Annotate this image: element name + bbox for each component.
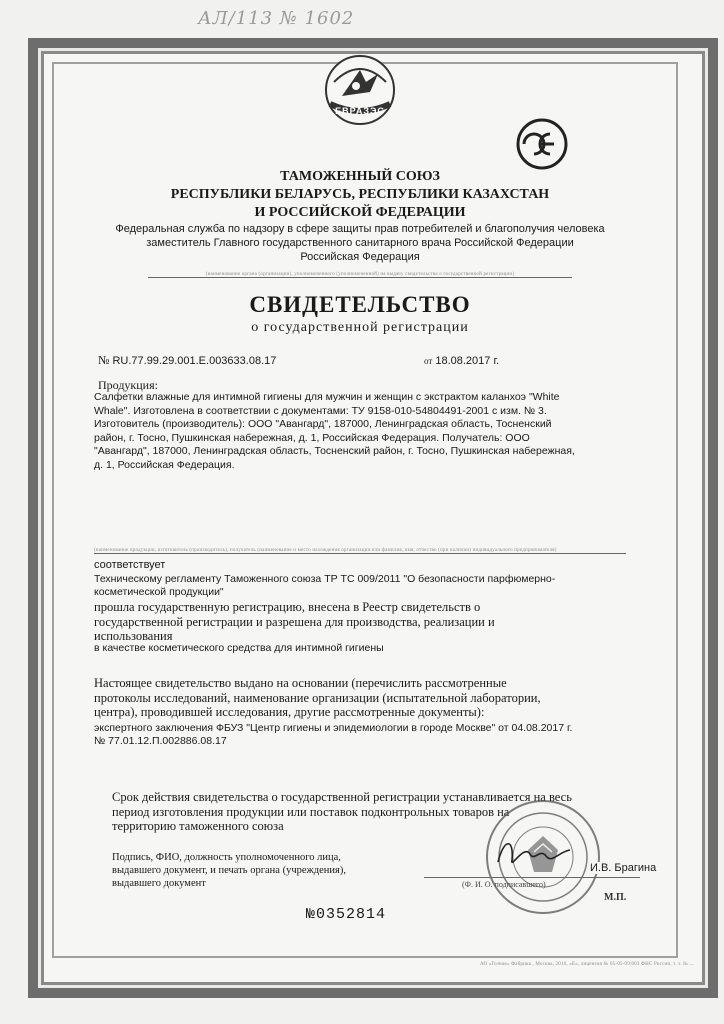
signature-caption-line: Подпись, ФИО, должность уполномоченного лица, — [112, 852, 341, 863]
registration-date: 18.08.2017 г. — [435, 355, 500, 367]
authority-line-2: заместитель Главного государственного санитарного врача Российской Федерации — [146, 237, 574, 249]
conformity-line: косметической продукции" — [94, 586, 224, 598]
mp-mark: М.П. — [604, 892, 627, 903]
logo-arc-text: ЕВРАЗЭС — [335, 106, 385, 116]
product-line: район, г. Тосно, Пушкинская набережная, д. 1, Российская Федерация. Получатель: ООО — [94, 431, 530, 444]
product-line: Изготовитель (производитель): ООО "Авангард", 187000, Ленинградская область, Тосненский — [94, 418, 552, 430]
signature-caption — [112, 851, 412, 890]
basis-text — [94, 676, 634, 720]
registration-number-row — [98, 353, 276, 368]
basis-doc-line: № 77.01.12.П.002886.08.17 — [94, 735, 227, 747]
basis-line: Настоящее свидетельство выдано на основании (перечислить рассмотренные — [94, 676, 507, 690]
signature-icon — [494, 834, 574, 874]
authority-line-1: Федеральная служба по надзору в сфере защиты прав потребителей и благополучия человека — [115, 223, 605, 235]
header-line-3: И РОССИЙСКОЙ ФЕДЕРАЦИИ — [254, 205, 466, 220]
date-prefix: от — [424, 356, 433, 366]
basis-doc-line: экспертного заключения ФБУЗ "Центр гигиены и эпидемиологии в городе Москве" от 04.08.2017 г. — [94, 722, 573, 734]
eurasec-logo — [316, 52, 404, 128]
product-description — [94, 391, 634, 472]
conformity-label: соответствует — [94, 559, 166, 571]
conformity-text — [94, 573, 634, 599]
registered-line: использования — [94, 629, 173, 643]
number-prefix: № — [98, 353, 110, 367]
authority-block — [90, 222, 630, 264]
basis-line: центра), проводившей исследования, другие рассмотренные документы): — [94, 705, 485, 719]
product-line: Whale". Изготовлена в соответствии с документами: ТУ 9158-010-54804491-2001 с изм. № 3. — [94, 404, 547, 417]
conformity-line: Техническому регламенту Таможенного союза ТР ТС 009/2011 "О безопасности парфюмерно- — [94, 573, 556, 585]
signature-caption-line: выдавшего документ — [112, 878, 206, 889]
product-line: д. 1, Российская Федерация. — [94, 458, 235, 471]
conformity-mark — [516, 118, 568, 170]
certificate-subtitle: о государственной регистрации — [251, 320, 469, 335]
registration-number: RU.77.99.29.001.Е.003633.08.17 — [112, 355, 277, 367]
archive-mark: АЛ/113 № 1602 — [198, 8, 355, 29]
serial-number: №0352814 — [306, 906, 387, 923]
registered-line: государственной регистрации и разрешена для производства, реализации и — [94, 614, 495, 629]
fio-caption: (Ф. И. О. подписавшего) — [462, 880, 546, 889]
authority-line-3: Российская Федерация — [300, 251, 420, 263]
basis-line: протоколы исследований, наименование организации (испытательной лаборатории, — [94, 690, 541, 705]
product-line: Салфетки влажные для интимной гигиены для мужчин и женщин с экстрактом каланхоэ "White — [94, 391, 560, 403]
signature-caption-line: выдавшего документ, и печать органа (учреждения), — [112, 865, 346, 876]
product-line: "Авангард", 187000, Ленинградская область, Тосненский район, г. Тосно, Пушкинская набережная, — [94, 445, 575, 457]
validity-line: территорию таможенного союза — [112, 819, 284, 833]
registered-line: прошла государственную регистрацию, внесена в Реестр свидетельств о — [94, 600, 481, 614]
registered-text — [94, 600, 634, 644]
header-line-1: ТАМОЖЕННЫЙ СОЮЗ — [280, 169, 440, 184]
printer-footer: АО «Гознак» Фабрика , Москва, 2016, «Е», лицензия № 05-05-09/003 ФНС России, т. з. № ... — [480, 962, 694, 967]
registration-purpose: в качестве косметического средства для интимной гигиены — [94, 642, 384, 654]
registration-date-row — [424, 353, 499, 368]
product-label: Продукция: — [98, 378, 158, 392]
signer-name: И.В. Брагина — [590, 862, 657, 874]
handwritten-signature — [494, 834, 574, 874]
header-line-2: РЕСПУБЛИКИ БЕЛАРУСЬ, РЕСПУБЛИКИ КАЗАХСТАН — [170, 187, 550, 202]
certificate-title: СВИДЕТЕЛЬСТВО — [249, 292, 471, 317]
signature-line — [424, 876, 640, 878]
validity-line: период изготовления продукции или поставок подконтрольных товаров на — [112, 804, 510, 819]
product-caption: (наименование продукции, изготовитель (производитель), получатель (наименование и место нахождения организации или фамилия, имя, отчество (при наличии) индивидуального предпринимателя) — [94, 548, 626, 554]
basis-documents — [94, 722, 644, 748]
header-block — [80, 168, 640, 222]
validity-line: Срок действия свидетельства о государственной регистрации устанавливается на весь — [112, 790, 572, 804]
eurasec-emblem-icon — [316, 52, 404, 128]
authority-caption: (наименование органа (организации), уполномоченного (уполномоченной) на выдачу свидетельства о государственной регистрации) — [148, 272, 572, 278]
conformity-mark-icon — [516, 118, 568, 170]
